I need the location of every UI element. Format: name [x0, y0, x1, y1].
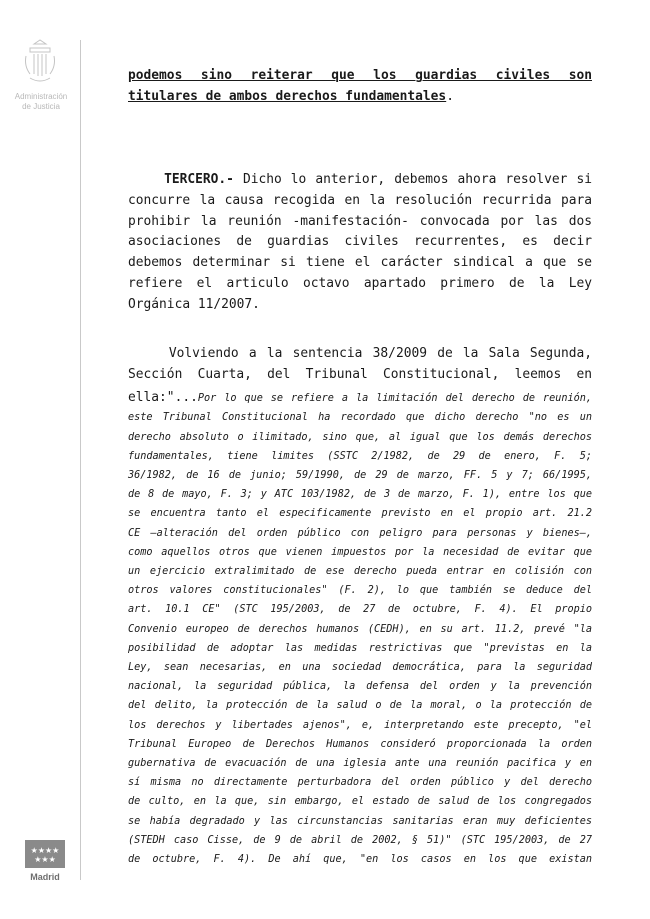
quote-line: de 8 de mayo, F. 3; y ATC 103/1982, de 3 de marzo, F. 1), entre los que [128, 489, 592, 501]
quote-line: (STEDH caso Cisse, de 9 de abril de 2002, § 51)" (STC 195/2003, de 27 [128, 834, 592, 846]
text-line: refiere el articulo octavo apartado primero de la Ley [128, 275, 592, 291]
text-line: debemos determinar si tiene el carácter sindical a que se [128, 255, 592, 271]
quote-line: de culto, en la que, sin embargo, el estado de salud de los congregados [128, 796, 592, 808]
quote-line: del delito, la protección de la salud o de la moral, o la protección de [128, 700, 592, 712]
text-line: asociaciones de guardias civiles recurrentes, es decir [128, 234, 592, 250]
quote-line: de octubre, F. 4). De ahí que, "en los casos en los que existan [128, 854, 592, 866]
quotation [128, 408, 592, 869]
text-line: prohibir la reunión -manifestación- convocada por las dos [128, 213, 592, 229]
quote-line: como aquellos otros que vienen impuestos por la necesidad de evitar que [128, 546, 592, 558]
paragraph-tercero [128, 170, 592, 316]
section-heading: TERCERO.- [164, 172, 234, 187]
text-line: ella:"...Por lo que se refiere a la limitación del derecho de reunión, [128, 389, 592, 405]
quote-line: 36/1982, de 16 de junio; 59/1990, de 29 de marzo, FF. 5 y 7; 66/1995, [128, 470, 592, 481]
text-line: podemos sino reiterar que los guardias civiles son [128, 68, 592, 83]
quote-line: Tribunal Europeo de Derechos Humanos consideró proporcionada la orden [128, 738, 592, 750]
quote-line: un ejercicio extralimitado de ese derecho pueda entrar en colisión con [128, 566, 592, 578]
text-line: concurre la causa recogida en la resolución recurrida para [128, 192, 592, 208]
organization-label-line2: de Justicia [22, 102, 60, 111]
quote-line: gubernativa de evacuación de una iglesia ante una reunión pacifica y en [128, 758, 592, 770]
organization-label-line1: Administración [14, 92, 68, 101]
quote-line: art. 10.1 CE" (STC 195/2003, de 27 de octubre, F. 4). El propio [128, 604, 592, 616]
quote-line: se había degradado y las circunstancias sanitarias eran muy deficientes [128, 815, 592, 827]
quote-line: posibilidad de adoptar las medidas restrictivas que "previstas en la [128, 642, 592, 654]
organization-label [8, 92, 74, 112]
quote-line: otros valores constitucionales" (F. 2), lo que también se deduce del [128, 585, 592, 597]
quote-line: se encuentra tanto el especificamente previsto en el propio art. 21.2 [128, 508, 592, 520]
margin-rule [80, 40, 81, 880]
quote-line: derecho absoluto o ilimitado, sino que, al igual que los demás derechos [128, 431, 592, 443]
quote-line: Convenio europeo de derechos humanos (CEDH), en su art. 11.2, prevé "la [128, 623, 592, 635]
quote-line: Ley, sean necesarias, en una sociedad democrática, para la seguridad [128, 662, 592, 674]
text-line: titulares de ambos derechos fundamentales. [128, 88, 454, 104]
quote-line: sí misma no directamente perturbadora del orden público y del derecho [128, 777, 592, 789]
stars-icon: ★★★★ ★★★ [30, 846, 60, 864]
quote-line: fundamentales, tiene limites (SSTC 2/1982, de 29 de enero, F. 5; [128, 450, 592, 462]
text-line: Orgánica 11/2007. [128, 296, 260, 312]
quote-line: nacional, la seguridad pública, la defensa del orden y la prevención [128, 681, 592, 693]
region-label: Madrid [30, 872, 60, 882]
quote-line: este Tribunal Constitucional ha recordado que dicho derecho "no es un [128, 412, 592, 424]
quote-line: CE —alteración del orden público con peligro para personas y bienes—, [128, 527, 592, 539]
paragraph-volviendo [128, 344, 592, 869]
quote-line: los derechos y libertades ajenos", e, interpretando este precepto, "el [128, 719, 592, 731]
text-line: Volviendo a la sentencia 38/2009 de la Sala Segunda, [128, 346, 592, 361]
text-line: Sección Cuarta, del Tribunal Constitucional, leemos en [128, 366, 592, 382]
text-line: TERCERO.- Dicho lo anterior, debemos ahora resolver si [164, 172, 592, 187]
coat-of-arms-icon [22, 38, 58, 88]
paragraph-conclusion [128, 66, 592, 108]
madrid-logo [25, 840, 65, 868]
